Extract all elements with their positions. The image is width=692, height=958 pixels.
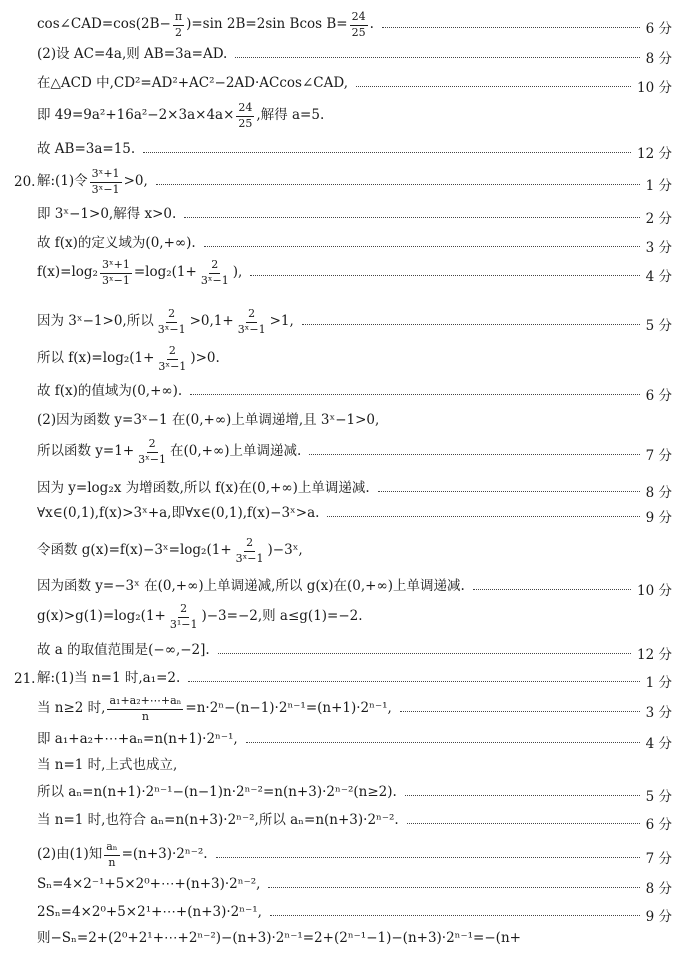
fraction [104,841,119,869]
score-label: 8 分 [645,881,672,897]
line-content [37,572,465,602]
line-content [37,751,177,781]
score-label: 3 分 [645,240,672,256]
math-text: 因为 3ˣ−1>0,所以 [37,313,154,330]
math-text: =n·2ⁿ−(n−1)·2ⁿ⁻¹=(n+1)·2ⁿ⁻¹, [185,700,392,717]
math-text: 当 n≥2 时, [37,700,106,717]
line-content [37,200,176,230]
math-text: )=sin 2B=2sin Bcos B= [186,16,348,33]
score-label: 7 分 [645,851,672,867]
fraction-denominator: n [141,709,149,723]
solution-line [0,307,692,337]
line-content [37,10,374,40]
fraction-denominator: 25 [351,25,366,39]
dot-leader [400,711,640,712]
score-label: 1 分 [645,178,672,194]
score-label: 6 分 [645,21,672,37]
line-content [37,840,208,870]
line-content [37,135,135,165]
line-content [37,664,180,694]
fraction-numerator: 2 [147,438,158,453]
fraction [236,308,268,336]
fraction [156,345,188,373]
dot-leader [405,795,640,796]
solution-line [0,229,692,259]
fraction-denominator: 3ˣ−1 [200,273,229,287]
problem-number: 20. [14,174,36,190]
line-content [37,344,220,374]
fraction [350,11,368,39]
line-content [37,377,182,407]
math-text: 即 a₁+a₂+⋯+aₙ=n(n+1)·2ⁿ⁻¹, [37,731,238,748]
math-text: )−3=−2,则 a≤g(1)=−2. [201,608,363,625]
score-label: 4 分 [645,269,672,285]
math-text: 当 n=1 时,也符合 aₙ=n(n+3)·2ⁿ⁻²,所以 aₙ=n(n+3)·2ⁿ⁻². [37,812,399,829]
score-label: 6 分 [645,817,672,833]
fraction-denominator: 25 [238,116,253,130]
fraction [173,11,184,39]
fraction-denominator: 3ˣ−1 [237,322,266,336]
line-content [37,499,319,529]
fraction-numerator: 24 [350,11,368,26]
line-content [37,101,324,131]
solution-line [0,806,692,836]
fraction-numerator: 2 [246,308,257,323]
score-label: 6 分 [645,388,672,404]
fraction [199,259,231,287]
math-text: >1, [269,313,294,330]
line-content [37,406,379,436]
line-content [37,258,242,288]
line-content [37,229,196,259]
fraction-numerator: a₁+a₂+⋯+aₙ [107,695,183,710]
math-text: 故 f(x)的定义域为(0,+∞). [37,235,196,252]
fraction-denominator: 3ˣ−1 [91,182,120,196]
math-text: 故 f(x)的值域为(0,+∞). [37,383,183,400]
solution-line [0,258,692,288]
solution-line [0,377,692,407]
fraction-numerator: 2 [166,308,177,323]
solution-line [0,572,692,602]
dot-leader [235,57,640,58]
math-text: 2Sₙ=4×2⁰+5×2¹+⋯+(n+3)·2ⁿ⁻¹, [37,904,262,921]
fraction-numerator: aₙ [104,841,119,856]
solution-line [0,924,692,954]
dot-leader [190,394,640,395]
math-text: 即 3ˣ−1>0,解得 x>0. [37,206,177,223]
dot-leader [188,681,640,682]
fraction [168,603,200,631]
math-text: 解:(1)令 [37,173,88,190]
line-content [37,69,348,99]
fraction [234,537,266,565]
solution-line [0,101,692,131]
math-text: 故 a 的取值范围是(−∞,−2]. [37,642,210,659]
solution-line [0,406,692,436]
solution-line [0,840,692,870]
dot-leader [156,184,640,185]
math-text: 即 49=9a²+16a²−2×3a×4a× [37,107,235,124]
fraction [100,259,132,287]
score-label: 9 分 [645,510,672,526]
math-text: 所以函数 y=1+ [37,443,135,460]
dot-leader [218,653,631,654]
math-text: 因为 y=log₂x 为增函数,所以 f(x)在(0,+∞)上单调递减. [37,480,370,497]
math-text: 在(0,+∞)上单调递减. [170,443,302,460]
fraction-denominator: 3ˣ−1 [158,359,187,373]
math-text: (2)设 AC=4a,则 AB=3a=AD. [37,46,228,63]
math-text: 故 AB=3a=15. [37,141,136,158]
math-text: ∀x∈(0,1),f(x)>3ˣ+a,即∀x∈(0,1),f(x)−3ˣ>a. [37,505,320,522]
line-content [37,602,363,632]
fraction-denominator: 2 [174,25,182,39]
fraction [156,308,188,336]
score-label: 5 分 [645,318,672,334]
math-text: >0, [123,173,148,190]
dot-leader [143,152,631,153]
solution-line [0,602,692,632]
math-text: (2)由(1)知 [37,846,103,863]
math-text: ,解得 a=5. [256,107,325,124]
dot-leader [250,275,640,276]
fraction-numerator: 2 [178,603,189,618]
math-text: )−3ˣ, [267,542,303,559]
math-text: 则−Sₙ=2+(2⁰+2¹+⋯+2ⁿ⁻²)−(n+3)·2ⁿ⁻¹=2+(2ⁿ⁻¹−1)−(n+3)·2ⁿ⁻¹=−(n+ [37,930,521,947]
dot-leader [270,915,640,916]
solution-line [0,344,692,374]
dot-leader [407,823,640,824]
score-label: 10 分 [637,583,672,599]
score-label: 2 分 [645,211,672,227]
fraction-denominator: 3ˣ−1 [157,322,186,336]
fraction-denominator: 3¹−1 [169,617,198,631]
fraction-numerator: 24 [236,102,254,117]
line-content [37,307,294,337]
fraction-numerator: 3ˣ+1 [100,259,132,274]
dot-leader [382,27,640,28]
score-label: 10 分 [637,80,672,96]
solution-line [0,499,692,529]
dot-leader [216,857,640,858]
fraction [90,168,122,196]
score-label: 1 分 [645,675,672,691]
fraction-numerator: 3ˣ+1 [90,168,122,183]
math-text: 所以 f(x)=log₂(1+ [37,350,155,367]
solution-line [0,167,692,197]
solution-line [0,664,692,694]
math-text: f(x)=log₂ [37,264,98,281]
math-text: 因为函数 y=−3ˣ 在(0,+∞)上单调递减,所以 g(x)在(0,+∞)上单调递减. [37,578,465,595]
fraction [136,438,168,466]
math-text: Sₙ=4×2⁻¹+5×2⁰+⋯+(n+3)·2ⁿ⁻², [37,876,261,893]
dot-leader [473,589,631,590]
line-content [37,694,392,724]
solution-line [0,778,692,808]
math-text: 在△ACD 中,CD²=AD²+AC²−2AD·ACcos∠CAD, [37,75,349,92]
solution-line [0,200,692,230]
math-text: >0,1+ [189,313,234,330]
line-content [37,636,210,666]
score-label: 3 分 [645,705,672,721]
solution-line [0,40,692,70]
fraction [107,695,183,723]
fraction-numerator: π [173,11,184,26]
math-text: . [369,16,374,33]
score-label: 4 分 [645,736,672,752]
dot-leader [246,742,640,743]
dot-leader [378,491,640,492]
fraction-numerator: 2 [209,259,220,274]
fraction-numerator: 2 [244,537,255,552]
solution-line [0,870,692,900]
solution-line [0,135,692,165]
dot-leader [184,217,640,218]
fraction-denominator: 3ˣ−1 [138,452,167,466]
line-content [37,924,521,954]
solution-line [0,10,692,40]
dot-leader [268,887,640,888]
solution-line [0,694,692,724]
fraction [236,102,254,130]
solution-line [0,536,692,566]
score-label: 12 分 [637,146,672,162]
dot-leader [302,324,640,325]
fraction-denominator: n [108,855,116,869]
score-label: 9 分 [645,909,672,925]
fraction-numerator: 2 [167,345,178,360]
problem-number: 21. [14,671,36,687]
score-label: 12 分 [637,647,672,663]
score-label: 8 分 [645,51,672,67]
score-label: 7 分 [645,448,672,464]
math-text: )>0. [190,350,220,367]
math-text: 解:(1)当 n=1 时,a₁=2. [37,670,181,687]
solution-line [0,751,692,781]
math-text: =log₂(1+ [133,264,197,281]
dot-leader [327,516,640,517]
line-content [37,536,303,566]
dot-leader [356,86,631,87]
line-content [37,806,399,836]
solution-line [0,636,692,666]
line-content [37,437,301,467]
math-text: g(x)>g(1)=log₂(1+ [37,608,166,625]
math-text: (2)因为函数 y=3ˣ−1 在(0,+∞)上单调递增,且 3ˣ−1>0, [37,412,380,429]
dot-leader [309,454,640,455]
math-text: 当 n=1 时,上式也成立, [37,757,178,774]
line-content [37,40,227,70]
math-text: =(n+3)·2ⁿ⁻². [121,846,208,863]
score-label: 8 分 [645,485,672,501]
line-content [37,778,397,808]
solution-line [0,69,692,99]
math-text: ), [232,264,243,281]
math-text: 所以 aₙ=n(n+1)·2ⁿ⁻¹−(n−1)n·2ⁿ⁻²=n(n+3)·2ⁿ⁻²(n≥2). [37,784,397,801]
solution-line [0,437,692,467]
score-label: 5 分 [645,789,672,805]
fraction-denominator: 3ˣ−1 [101,273,130,287]
dot-leader [204,246,640,247]
math-text: 令函数 g(x)=f(x)−3ˣ=log₂(1+ [37,542,232,559]
fraction-denominator: 3ˣ−1 [235,551,264,565]
line-content [37,167,148,197]
line-content [37,870,260,900]
math-text: cos∠CAD=cos(2B− [37,16,171,33]
